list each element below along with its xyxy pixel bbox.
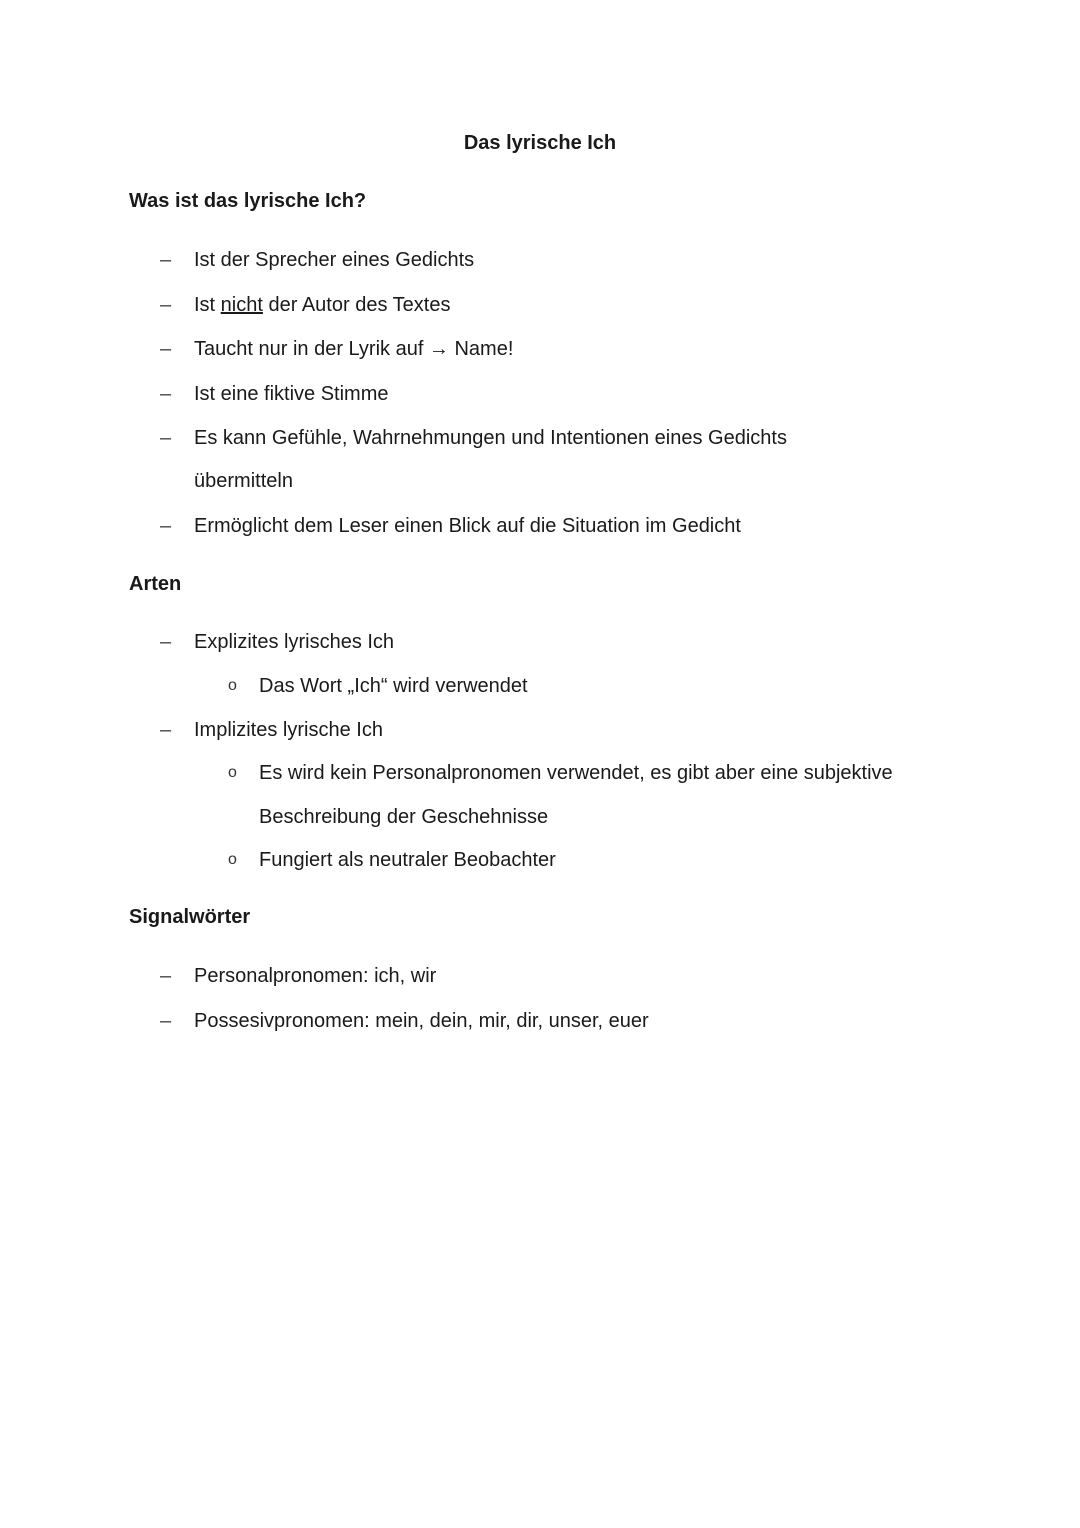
list-item: Personalpronomen: ich, wir [194, 965, 437, 987]
list-item: Explizites lyrisches Ich [194, 631, 395, 653]
dash-bullet: – [160, 294, 172, 316]
circle-bullet: o [228, 677, 237, 694]
dash-bullet: – [160, 965, 172, 987]
list-item: Ist der Sprecher eines Gedichts [194, 249, 475, 271]
list-item [194, 292, 450, 318]
list-item-continuation: übermitteln [194, 470, 293, 492]
dash-bullet: – [160, 515, 172, 537]
circle-bullet: o [228, 764, 237, 781]
dash-bullet: – [160, 631, 172, 653]
section-heading-arten: Arten [129, 573, 182, 595]
list-item: Possesivpronomen: mein, dein, mir, dir, unser, euer [194, 1010, 649, 1032]
dash-bullet: – [160, 427, 172, 449]
list-item: Ist eine fiktive Stimme [194, 383, 389, 405]
dash-bullet: – [160, 719, 172, 741]
dash-bullet: – [160, 338, 172, 360]
document-title: Das lyrische Ich [463, 132, 617, 154]
section-heading-signalwoerter: Signalwörter [129, 906, 251, 928]
underlined-word: nicht [220, 294, 263, 316]
dash-bullet: – [160, 249, 172, 271]
sub-list-item: Es wird kein Personalpronomen verwendet, es gibt aber eine subjektive [259, 762, 893, 784]
sub-list-item: Fungiert als neutraler Beobachter [259, 849, 556, 871]
list-item: Ermöglicht dem Leser einen Blick auf die Situation im Gedicht [194, 515, 741, 537]
dash-bullet: – [160, 1010, 172, 1032]
sub-list-item-continuation: Beschreibung der Geschehnisse [259, 806, 549, 828]
section-heading-was-ist: Was ist das lyrische Ich? [129, 190, 367, 212]
sub-list-item: Das Wort „Ich“ wird verwendet [259, 675, 528, 697]
text-segment: Ist [194, 294, 221, 316]
list-item: Taucht nur in der Lyrik auf → Name! [194, 338, 514, 360]
list-item: Es kann Gefühle, Wahrnehmungen und Intentionen eines Gedichts [194, 427, 787, 449]
circle-bullet: o [228, 851, 237, 868]
dash-bullet: – [160, 383, 172, 405]
list-item: Implizites lyrische Ich [194, 719, 383, 741]
text-segment: der Autor des Textes [262, 294, 451, 316]
